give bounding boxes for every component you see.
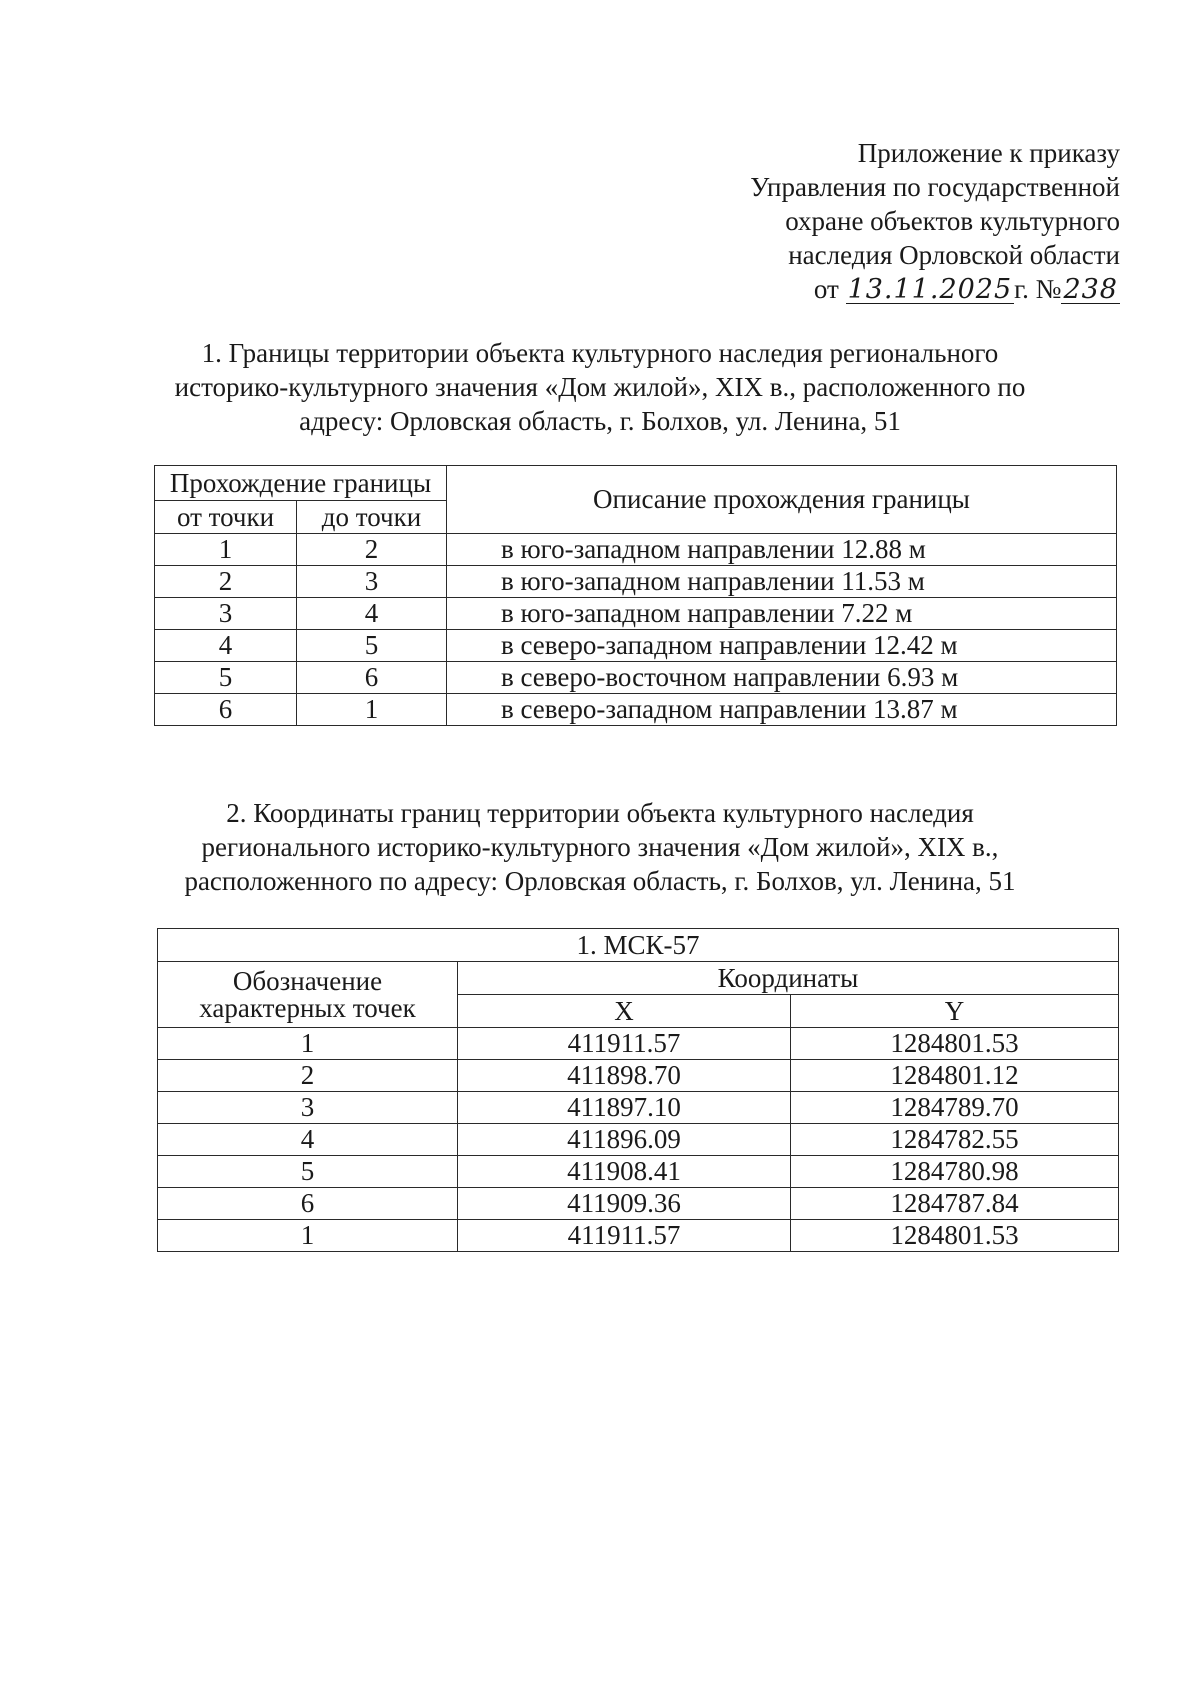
from-cell: 3 xyxy=(155,598,297,630)
table-row xyxy=(158,1092,1119,1124)
x-cell: 411911.57 xyxy=(458,1220,791,1252)
to-cell: 1 xyxy=(297,694,447,726)
description-cell: в северо-западном направлении 12.42 м xyxy=(447,630,1117,662)
table-row xyxy=(158,1156,1119,1188)
title-line: регионального историко-культурного значения «Дом жилой», XIX в., xyxy=(201,832,999,862)
group-header: Прохождение границы xyxy=(155,466,447,501)
description-header: Описание прохождения границы xyxy=(447,466,1117,534)
table-row xyxy=(155,662,1117,694)
table-row xyxy=(158,1060,1119,1092)
point-cell: 3 xyxy=(158,1092,458,1124)
point-header xyxy=(158,962,458,1028)
date-suffix: г. № xyxy=(1014,274,1062,304)
from-cell: 4 xyxy=(155,630,297,662)
title-line: 1. Границы территории объекта культурного наследия регионального xyxy=(201,338,999,368)
boundary-table xyxy=(154,465,1117,726)
coordinate-system-header: 1. МСК-57 xyxy=(158,929,1119,962)
appendix-line: охране объектов культурного xyxy=(785,206,1120,236)
title-line: расположенного по адресу: Орловская область, г. Болхов, ул. Ленина, 51 xyxy=(184,866,1016,896)
table-row xyxy=(155,630,1117,662)
coordinates-header: Координаты xyxy=(458,962,1119,995)
handwritten-date: 13.11.2025 xyxy=(847,274,1013,305)
y-cell: 1284801.53 xyxy=(791,1028,1119,1060)
from-header: от точки xyxy=(155,501,297,534)
y-cell: 1284801.53 xyxy=(791,1220,1119,1252)
point-cell: 2 xyxy=(158,1060,458,1092)
x-cell: 411896.09 xyxy=(458,1124,791,1156)
appendix-header xyxy=(600,136,1120,306)
table-row xyxy=(158,1124,1119,1156)
point-cell: 6 xyxy=(158,1188,458,1220)
appendix-line: Приложение к приказу xyxy=(857,138,1120,168)
x-cell: 411897.10 xyxy=(458,1092,791,1124)
y-cell: 1284789.70 xyxy=(791,1092,1119,1124)
order-date-line xyxy=(600,272,1120,306)
y-cell: 1284780.98 xyxy=(791,1156,1119,1188)
section-2-title xyxy=(100,796,1100,898)
y-header: Y xyxy=(791,995,1119,1028)
table-row xyxy=(155,694,1117,726)
from-cell: 2 xyxy=(155,566,297,598)
x-cell: 411909.36 xyxy=(458,1188,791,1220)
to-cell: 6 xyxy=(297,662,447,694)
point-header-line: характерных точек xyxy=(199,992,416,1023)
to-header: до точки xyxy=(297,501,447,534)
section-1-title xyxy=(100,336,1100,438)
description-cell: в северо-восточном направлении 6.93 м xyxy=(447,662,1117,694)
description-cell: в юго-западном направлении 7.22 м xyxy=(447,598,1117,630)
table-row xyxy=(158,1220,1119,1252)
x-cell: 411898.70 xyxy=(458,1060,791,1092)
to-cell: 4 xyxy=(297,598,447,630)
description-cell: в северо-западном направлении 13.87 м xyxy=(447,694,1117,726)
point-cell: 1 xyxy=(158,1220,458,1252)
description-cell: в юго-западном направлении 12.88 м xyxy=(447,534,1117,566)
title-line: адресу: Орловская область, г. Болхов, ул. Ленина, 51 xyxy=(299,406,901,436)
table-row xyxy=(155,534,1117,566)
title-line: 2. Координаты границ территории объекта культурного наследия xyxy=(226,798,974,828)
handwritten-order-number: 238 xyxy=(1063,274,1118,305)
table-row xyxy=(155,598,1117,630)
from-cell: 6 xyxy=(155,694,297,726)
point-cell: 1 xyxy=(158,1028,458,1060)
appendix-line: Управления по государственной xyxy=(750,172,1120,202)
x-header: X xyxy=(458,995,791,1028)
to-cell: 5 xyxy=(297,630,447,662)
y-cell: 1284787.84 xyxy=(791,1188,1119,1220)
table-row xyxy=(158,1028,1119,1060)
point-cell: 5 xyxy=(158,1156,458,1188)
appendix-line: наследия Орловской области xyxy=(788,240,1120,270)
table-header-row xyxy=(155,466,1117,501)
table-row xyxy=(155,566,1117,598)
table-row xyxy=(158,1188,1119,1220)
description-cell: в юго-западном направлении 11.53 м xyxy=(447,566,1117,598)
x-cell: 411911.57 xyxy=(458,1028,791,1060)
table-header-row xyxy=(158,929,1119,962)
from-cell: 5 xyxy=(155,662,297,694)
to-cell: 2 xyxy=(297,534,447,566)
date-prefix: от xyxy=(813,274,839,304)
x-cell: 411908.41 xyxy=(458,1156,791,1188)
from-cell: 1 xyxy=(155,534,297,566)
point-cell: 4 xyxy=(158,1124,458,1156)
point-header-line: Обозначение xyxy=(232,965,383,996)
title-line: историко-культурного значения «Дом жилой», XIX в., расположенного по xyxy=(174,372,1026,402)
table-header-row xyxy=(158,962,1119,995)
to-cell: 3 xyxy=(297,566,447,598)
coordinates-table xyxy=(157,928,1119,1252)
y-cell: 1284801.12 xyxy=(791,1060,1119,1092)
y-cell: 1284782.55 xyxy=(791,1124,1119,1156)
